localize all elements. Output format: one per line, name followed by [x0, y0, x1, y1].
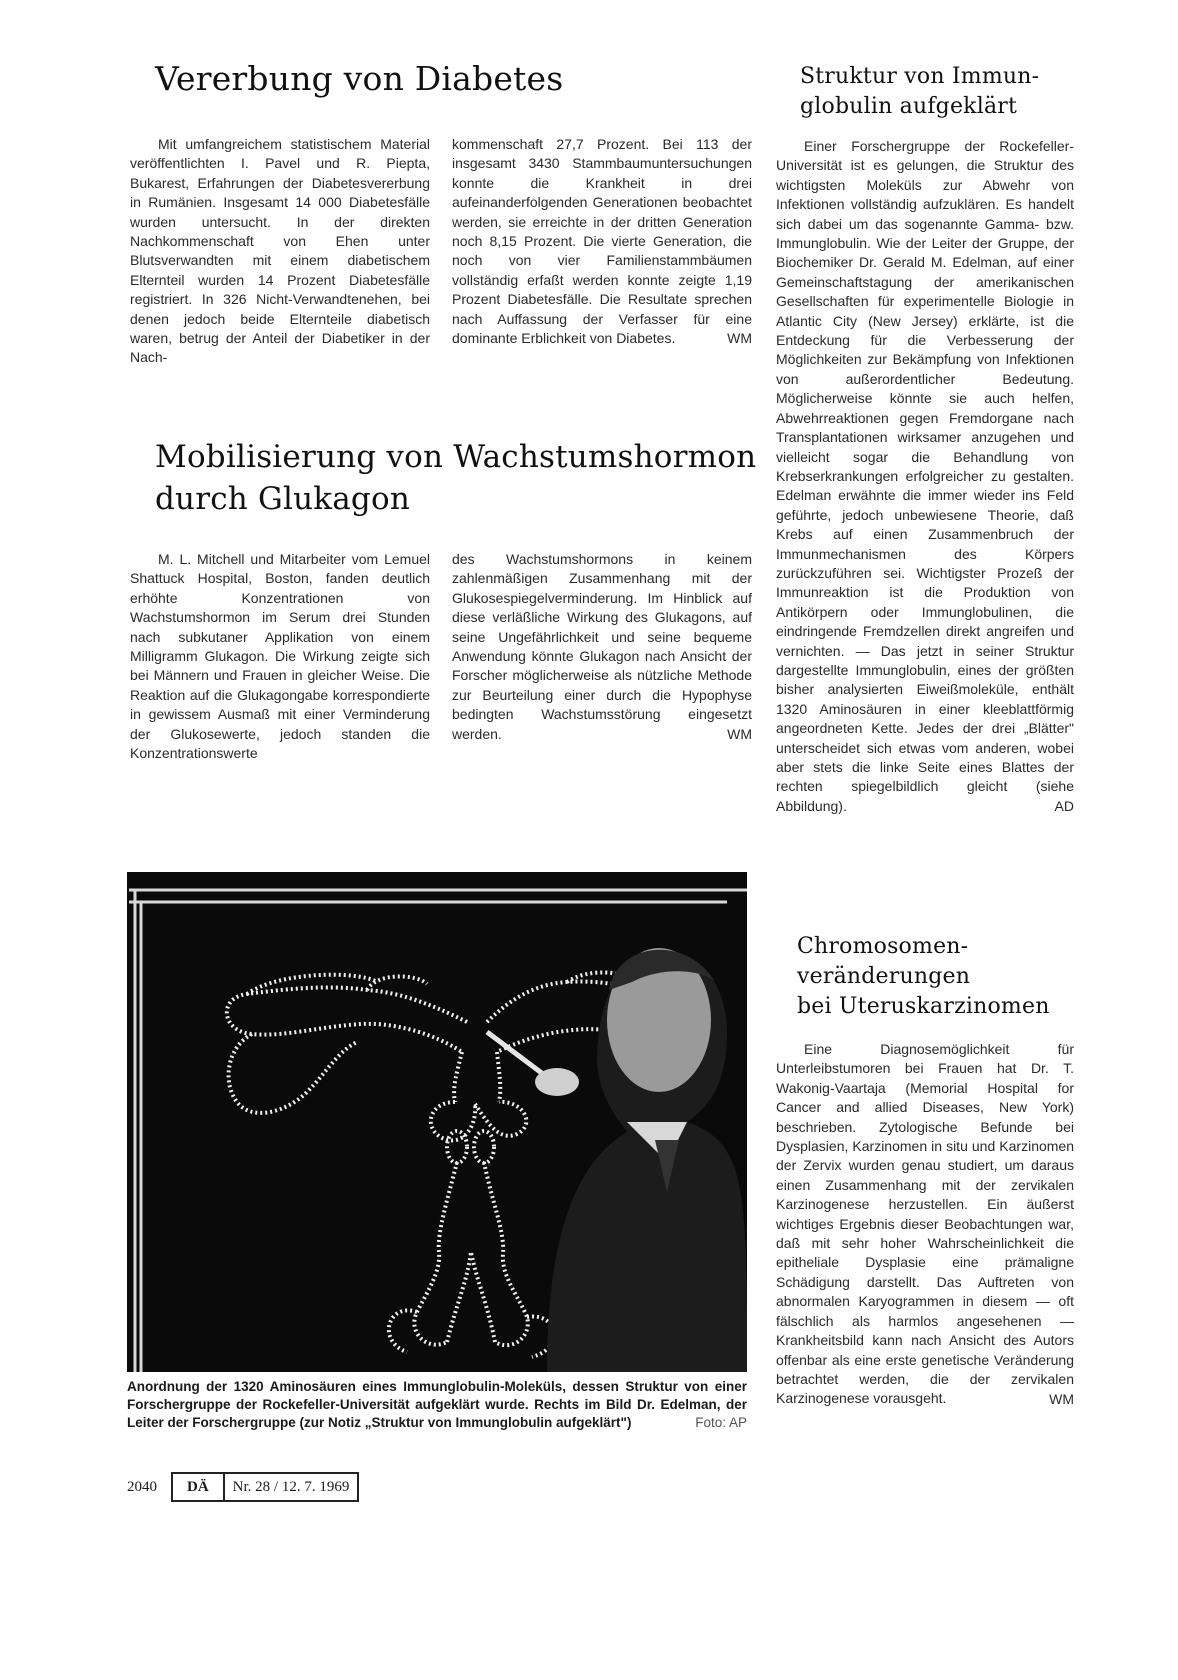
article-glukagon-col2: des Wachstumshormons in keinem zahlenmäßigen Zusammenhang mit der Glukosespiegelverminderung. Im Hinblick auf diese verläßliche Wirkung des Glukagons, auf seine Ungefährlichkeit und seine bequeme Anwendung könnte Glukagon nach Ansicht der Forscher möglicherweise als nützliche Methode zur Beurteilung einer durch die Hypophyse bedingten Wachstumsstörung eingesetzt werden. — [452, 551, 752, 742]
article-glukagon-col1: M. L. Mitchell und Mitarbeiter vom Lemuel Shattuck Hospital, Boston, fanden deutlich erhöhte Konzentrationen von Wachstumshormon im Serum drei Stunden nach subkutaner Applikation von einem Milligramm Glukagon. Die Wirkung zeigte sich bei Männern und Frauen in gleicher Weise. Die Reaktion auf die Glukagongabe korrespondierte in gewissem Ausmaß mit einer Verminderung der Glukosewerte, jedoch standen die Konzentrationswerte — [130, 551, 430, 762]
figure-caption-wrap — [127, 1378, 747, 1432]
article-chromosomen-wrap — [776, 1040, 1074, 1409]
page-number: 2040 — [127, 1478, 157, 1495]
article-title-immunglobulin-line2: globulin aufgeklärt — [800, 94, 1018, 119]
article-title-chromosomen-line1: Chromosomen- — [797, 934, 969, 959]
article-title-chromosomen — [797, 932, 1077, 1022]
article-title-glukagon — [155, 436, 775, 520]
article-immunglobulin-wrap — [776, 137, 1074, 817]
article-glukagon-signature: WM — [727, 726, 752, 743]
article-title-immunglobulin — [800, 62, 1080, 122]
article-title-chromosomen-line3: bei Uteruskarzinomen — [797, 994, 1050, 1019]
issue-info: Nr. 28 / 12. 7. 1969 — [232, 1478, 350, 1495]
article-diabetes-col2: kommenschaft 27,7 Prozent. Bei 113 der insgesamt 3430 Stammbaumuntersuchungen konnte die Krankheit in drei aufeinanderfolgenden Generationen beobachtet werden, sie erreichte in der dritten Generation noch 8,15 Prozent. Die vierte Generation, die noch von vier Familienstammbäumen vollständig erfaßt werden konnte zeigte 1,19 Prozent Diabetesfälle. Die Resultate sprechen nach Auffassung der Verfasser für eine dominante Erblichkeit von Diabetes. — [452, 136, 752, 347]
article-title-diabetes: Vererbung von Diabetes — [155, 59, 564, 98]
article-immunglobulin-signature: AD — [1054, 798, 1074, 815]
article-immunglobulin-body: Einer Forschergruppe der Rockefeller-Universität ist es gelungen, die Struktur des wichtigsten Moleküls zur Abwehr von Infektionen vollständig aufzuklären. Es handelt sich dabei um das sogenannte Gamma- bzw. Immunglobulin. Wie der Leiter der Gruppe, der Biochemiker Dr. Gerald M. Edelman, auf einer Gemeinschaftstagung der amerikanischen Gesellschaften für experimentelle Biologie in Atlantic City (New Jersey) erklärte, ist die Entdeckung für die Verbesserung der Möglichkeiten zur Bekämpfung von Infektionen von außerordentlicher Bedeutung. Möglicherweise könnte sie auch helfen, Abwehrreaktionen gegen Fremdorgane nach Transplantationen wirksamer anzugehen und vielleicht sogar die Behandlung von Krebserkrankungen erfolgreicher zu gestalten. Edelman erwähnte die immer wieder ins Feld geführte, jedoch unbewiesene Theorie, daß Krebs auf einen Zusammenbruch der Immunmechanismen des Körpers zurückzuführen sei. Wichtigster Prozeß der Immunreaktion ist die Produktion von Antikörpern oder Immunglobulinen, die eindringende Fremdzellen direkt angreifen und vernichten. — Das jetzt in seiner Struktur dargestellte Immunglobulin, eines der größten bisher analysierten Eiweißmoleküle, enthält 1320 Aminosäuren in einer kleeblattförmig angeordneten Kette. Jedes der drei „Blätter" unterscheidet sich etwas vom anderen, wobei aber stets die linke Seite eines Blattes der rechten spiegelbildlich gleicht (siehe Abbildung). — [776, 138, 1074, 814]
article-title-glukagon-line1: Mobilisierung von Wachstumshormon — [155, 439, 757, 475]
article-diabetes-col2-wrap — [452, 135, 752, 349]
article-chromosomen-body: Eine Diagnosemöglichkeit für Unterleibstumoren bei Frauen hat Dr. T. Wakonig-Vaartaja (Memorial Hospital for Cancer and allied Diseases, New York) beschrieben. Zytologische Befunde bei Dysplasien, Karzinomen in situ und Karzinomen der Zervix wurden genau studiert, um daraus einen Zusammenhang mit der zervikalen Karzinogenese herzustellen. Ein äußerst wichtiges Ergebnis dieser Beobachtungen war, daß mit sehr hoher Wahrscheinlichkeit die epitheliale Dysplasie eine prämaligne Schädigung darstellt. Das Auftreten von abnormalen Karyogrammen in diesem — oft fälschlich als harmlos angesehenen — Krankheitsbild kann nach Ansicht des Autors offenbar als eine erste genetische Veränderung betrachtet werden, die der zervikalen Karzinogenese vorausgeht. — [776, 1041, 1074, 1407]
article-title-chromosomen-line2: veränderungen — [797, 964, 971, 989]
article-diabetes-signature: WM — [727, 330, 752, 347]
immunoglobulin-model-illustration — [127, 872, 747, 1372]
journal-abbrev: DÄ — [173, 1474, 225, 1500]
footer-journal-box — [171, 1472, 359, 1502]
article-title-immunglobulin-line1: Struktur von Immun- — [800, 64, 1040, 89]
article-glukagon-col2-wrap — [452, 550, 752, 744]
article-title-glukagon-line2: durch Glukagon — [155, 481, 410, 517]
figure-photo — [127, 872, 747, 1372]
article-chromosomen-signature: WM — [1049, 1390, 1074, 1407]
article-diabetes-col1: Mit umfangreichem statistischem Material veröffentlichten I. Pavel und R. Piepta, Bukarest, Erfahrungen der Diabetesvererbung in Rumänien. Insgesamt 14 000 Diabetesfälle wurden untersucht. In der direkten Nachkommenschaft von Ehen unter Blutsverwandten mit einem diabetischem Elternteil wurden 14 Prozent Diabetesfälle registriert. In 326 Nicht-Verwandtenehen, bei denen jedoch beide Elternteile diabetisch waren, betrug der Anteil der Diabetiker in der Nach- — [130, 136, 430, 366]
figure-caption: Anordnung der 1320 Aminosäuren eines Immunglobulin-Moleküls, dessen Struktur von einer Forschergruppe der Rockefeller-Universität aufgeklärt wurde. Rechts im Bild Dr. Edelman, der Leiter der Forschergruppe (zur Notiz „Struktur von Immunglobulin aufgeklärt") — [127, 1379, 747, 1430]
figure-credit: Foto: AP — [695, 1415, 747, 1430]
page-footer — [127, 1472, 359, 1502]
